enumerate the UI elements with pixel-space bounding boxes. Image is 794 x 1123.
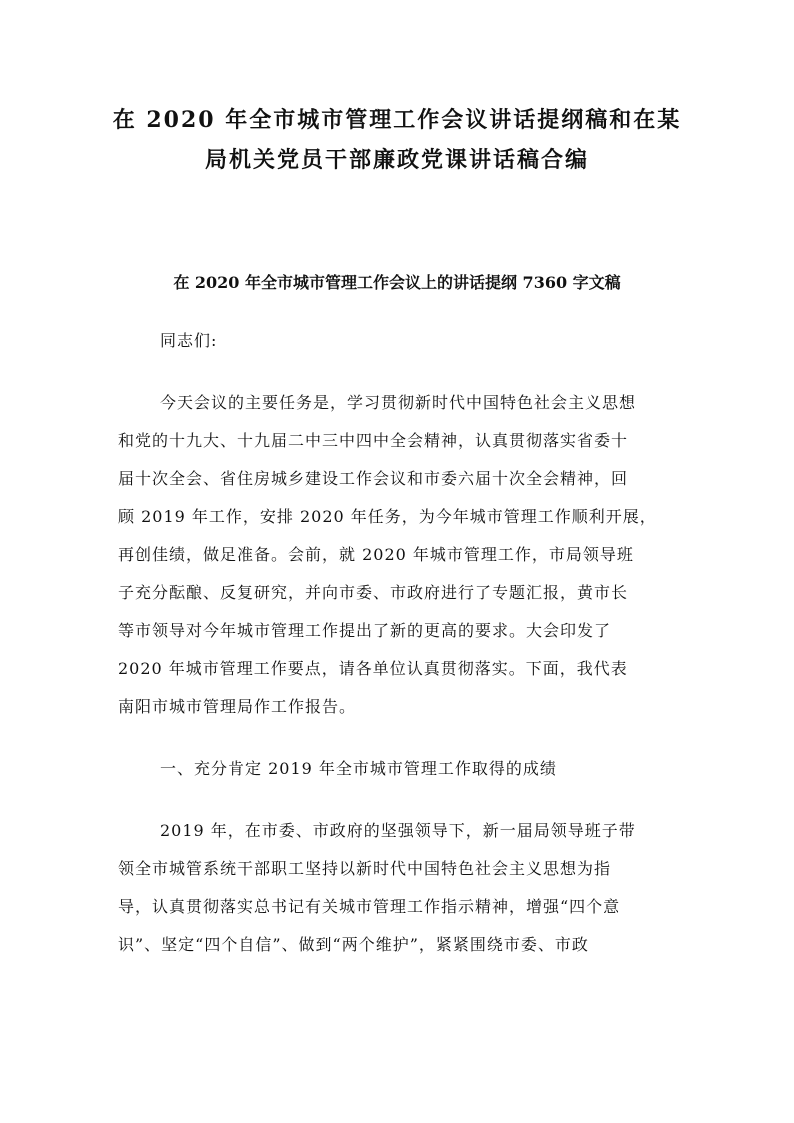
- speech-subtitle: 在 2020 年全市城市管理工作会议上的讲话提纲 7360 字文稿: [173, 273, 621, 292]
- greeting: 同志们:: [160, 331, 218, 350]
- paragraph2-line: 领全市城管系统干部职工坚持以新时代中国特色社会主义思想为指: [118, 859, 612, 878]
- paragraph1-line: 今天会议的主要任务是，学习贯彻新时代中国特色社会主义思想: [160, 393, 637, 412]
- paragraph1-line: 顾 2019 年工作，安排 2020 年任务，为今年城市管理工作顺利开展，: [118, 507, 657, 526]
- paragraph1-line: 子充分酝酿、反复研究，并向市委、市政府进行了专题汇报，黄市长: [118, 583, 629, 602]
- section-heading: 一、充分肯定 2019 年全市城市管理工作取得的成绩: [160, 759, 557, 778]
- paragraph2-line: 导，认真贯彻落实总书记有关城市管理工作指示精神，增强“四个意: [118, 897, 621, 916]
- paragraph2-line: 2019 年，在市委、市政府的坚强领导下，新一届局领导班子带: [160, 821, 636, 840]
- paragraph1-line: 和党的十九大、十九届二中三中四中全会精神，认真贯彻落实省委十: [118, 431, 629, 450]
- paragraph1-line: 等市领导对今年城市管理工作提出了新的更高的要求。大会印发了: [118, 621, 612, 640]
- paragraph1-line: 再创佳绩，做足准备。会前，就 2020 年城市管理工作，市局领导班: [118, 545, 634, 564]
- paragraph1-line: 南阳市城市管理局作工作报告。: [118, 697, 357, 716]
- document-title-line-2: 局机关党员干部廉政党课讲话稿合编: [204, 147, 589, 173]
- document-title-line-1: 在 2020 年全市城市管理工作会议讲话提纲稿和在某: [112, 107, 682, 133]
- paragraph2-line: 识”、坚定“四个自信”、做到“两个维护”，紧紧围绕市委、市政: [118, 935, 589, 954]
- paragraph1-line: 2020 年城市管理工作要点，请各单位认真贯彻落实。下面，我代表: [118, 659, 628, 678]
- paragraph1-line: 届十次全会、省住房城乡建设工作会议和市委六届十次全会精神，回: [118, 469, 629, 488]
